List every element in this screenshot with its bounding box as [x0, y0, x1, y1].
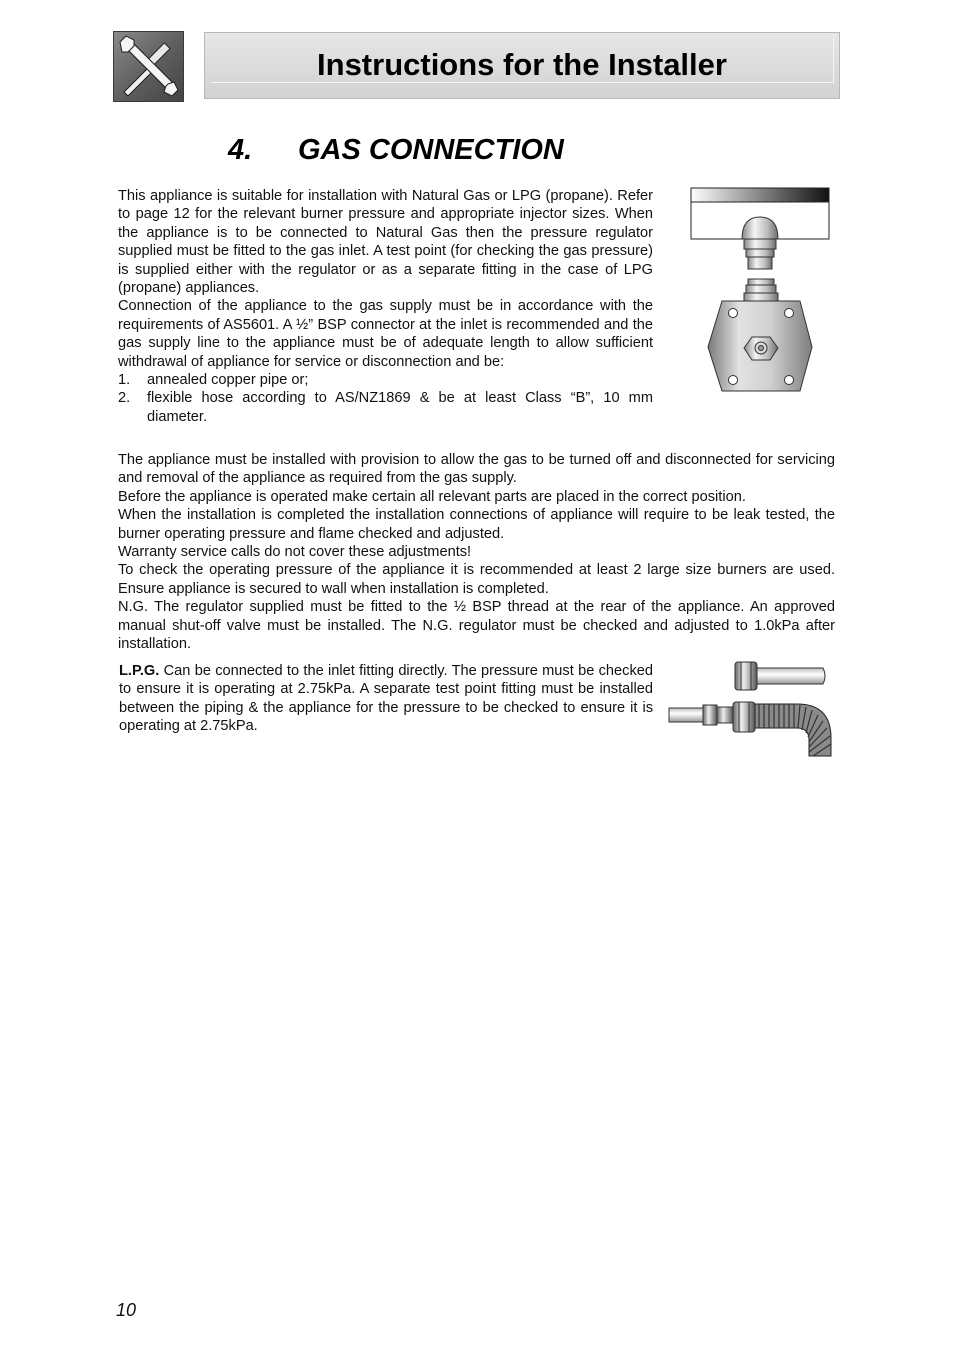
list-item: 1. annealed copper pipe or; — [118, 372, 309, 389]
lpg-text-body: Can be connected to the inlet fitting directly. The pressure must be checked to ensure it is operating at 2.75kPa. A separate test point fitting must be installed between the piping & the appliance for the pressure to be checked to ensure it is operating at 2.75kPa. — [119, 663, 653, 735]
lpg-paragraph — [119, 662, 653, 736]
page-number: 10 — [116, 1300, 137, 1320]
section-number: 4. — [228, 134, 253, 166]
intro-paragraph-2: Connection of the appliance to the gas supply must be in accordance with the requirements of AS5601. A ½” BSP connector at the inlet is recommended and the gas supply line to the appliance must be of adequate length to allow sufficient withdrawal of appliance for service or disconnection and be: — [118, 298, 653, 370]
paragraph: To check the operating pressure of the appliance it is recommended at least 2 large size burners are used. Ensure appliance is secured to wall when installation is completed. — [118, 562, 835, 597]
list-item: 2. flexible hose according to AS/NZ1869 & be at least Class “B”, 10 mm diameter. — [118, 390, 653, 425]
hose-fittings-illustration — [667, 658, 835, 760]
section-title — [228, 134, 564, 167]
paragraph: The appliance must be installed with provision to allow the gas to be turned off and disconnected for servicing and removal of the appliance as required from the gas supply. — [118, 452, 835, 487]
section-title-text: GAS CONNECTION — [298, 134, 564, 166]
regulator-illustration — [690, 187, 832, 397]
paragraph: Before the appliance is operated make certain all relevant parts are placed in the correct position. — [118, 488, 746, 505]
installation-text — [118, 451, 835, 653]
paragraph: When the installation is completed the installation connections of appliance will require to be leak tested, the burner operating pressure and flame checked and adjusted. — [118, 507, 835, 542]
intro-paragraph-1: This appliance is suitable for installation with Natural Gas or LPG (propane). Refer to page 12 for the relevant burner pressure and appropriate injector sizes. When the appliance is to be connected to Natural Gas then the pressure regulator supplied must be fitted to the gas inlet. A test point (for checking the gas pressure) is supplied either with the regulator or as a separate fitting in the case of LPG (propane) appliances. — [118, 188, 653, 297]
paragraph: N.G. The regulator supplied must be fitted to the ½ BSP thread at the rear of the appliance. An approved manual shut-off valve must be installed. The N.G. regulator must be checked and adjusted to 1.0kPa after installation. — [118, 599, 835, 653]
lpg-label: L.P.G. — [119, 663, 160, 679]
paragraph: Warranty service calls do not cover these adjustments! — [118, 544, 472, 561]
header-bar — [204, 32, 840, 99]
page-title: Instructions for the Installer — [317, 47, 727, 82]
tools-icon — [113, 31, 184, 102]
connection-options-list — [118, 371, 653, 426]
lpg-text — [119, 662, 653, 736]
intro-text — [118, 187, 653, 426]
